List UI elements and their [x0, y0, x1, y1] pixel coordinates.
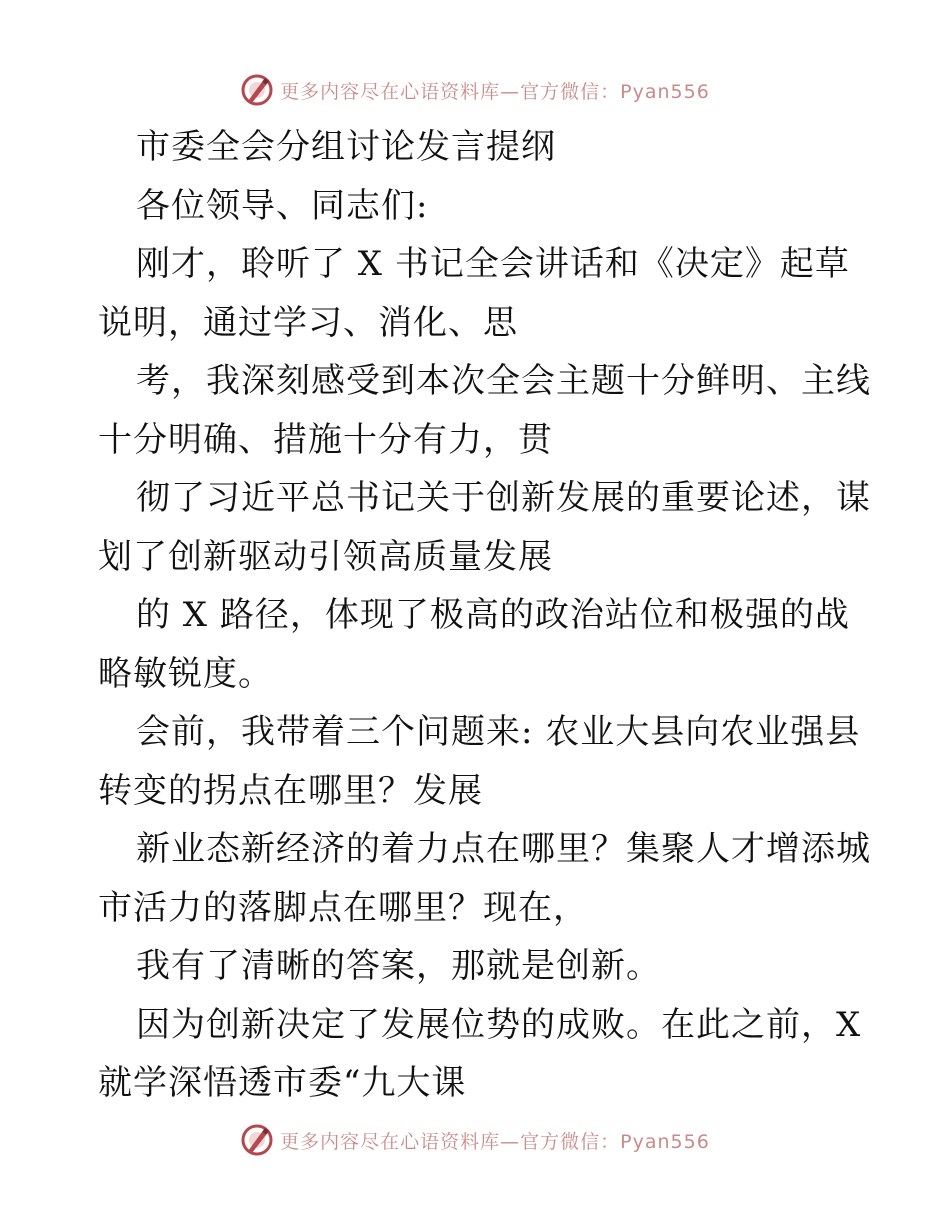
- text-line: 略敏锐度。: [98, 653, 273, 694]
- text-line: 说明，通过学习、消化、思: [98, 302, 518, 343]
- text-line: 市活力的落脚点在哪里？现在，: [98, 887, 588, 928]
- text-line: 会前，我带着三个问题来: 农业大县向农业强县: [136, 712, 861, 752]
- pen-logo-icon: [240, 1123, 274, 1157]
- text-line: 考，我深刻感受到本次全会主题十分鲜明、主线: [136, 361, 871, 401]
- text-line: 我有了清晰的答案，那就是创新。: [136, 946, 661, 986]
- document-body: [98, 118, 871, 1113]
- text-line: 因为创新决定了发展位势的成败。在此之前，X: [136, 1004, 862, 1045]
- text-line: 彻了习近平总书记关于创新发展的重要论述，谋: [136, 478, 871, 518]
- text-line: 划了创新驱动引领高质量发展: [98, 536, 553, 577]
- text-line: 市委全会分组讨论发言提纲: [136, 127, 556, 167]
- header-watermark-text: 更多内容尽在心语资料库—官方微信：Pyan556: [280, 80, 710, 103]
- text-line: 就学深悟透市委“九大课: [98, 1063, 467, 1103]
- footer-watermark-text: 更多内容尽在心语资料库—官方微信：Pyan556: [280, 1130, 710, 1153]
- text-line: 各位领导、同志们:: [136, 185, 429, 226]
- text-line: 十分明确、措施十分有力，贯: [98, 419, 553, 460]
- text-line: 刚才，聆听了 X 书记全会讲话和《决定》起草: [136, 244, 850, 284]
- text-line: 的 X 路径，体现了极高的政治站位和极强的战: [136, 595, 850, 635]
- footer-watermark: [0, 1120, 950, 1160]
- text-line: 新业态新经济的着力点在哪里？集聚人才增添城: [136, 829, 871, 869]
- text-line: 转变的拐点在哪里？发展: [98, 770, 483, 811]
- pen-logo-icon: [240, 73, 274, 107]
- header-watermark: [0, 70, 950, 110]
